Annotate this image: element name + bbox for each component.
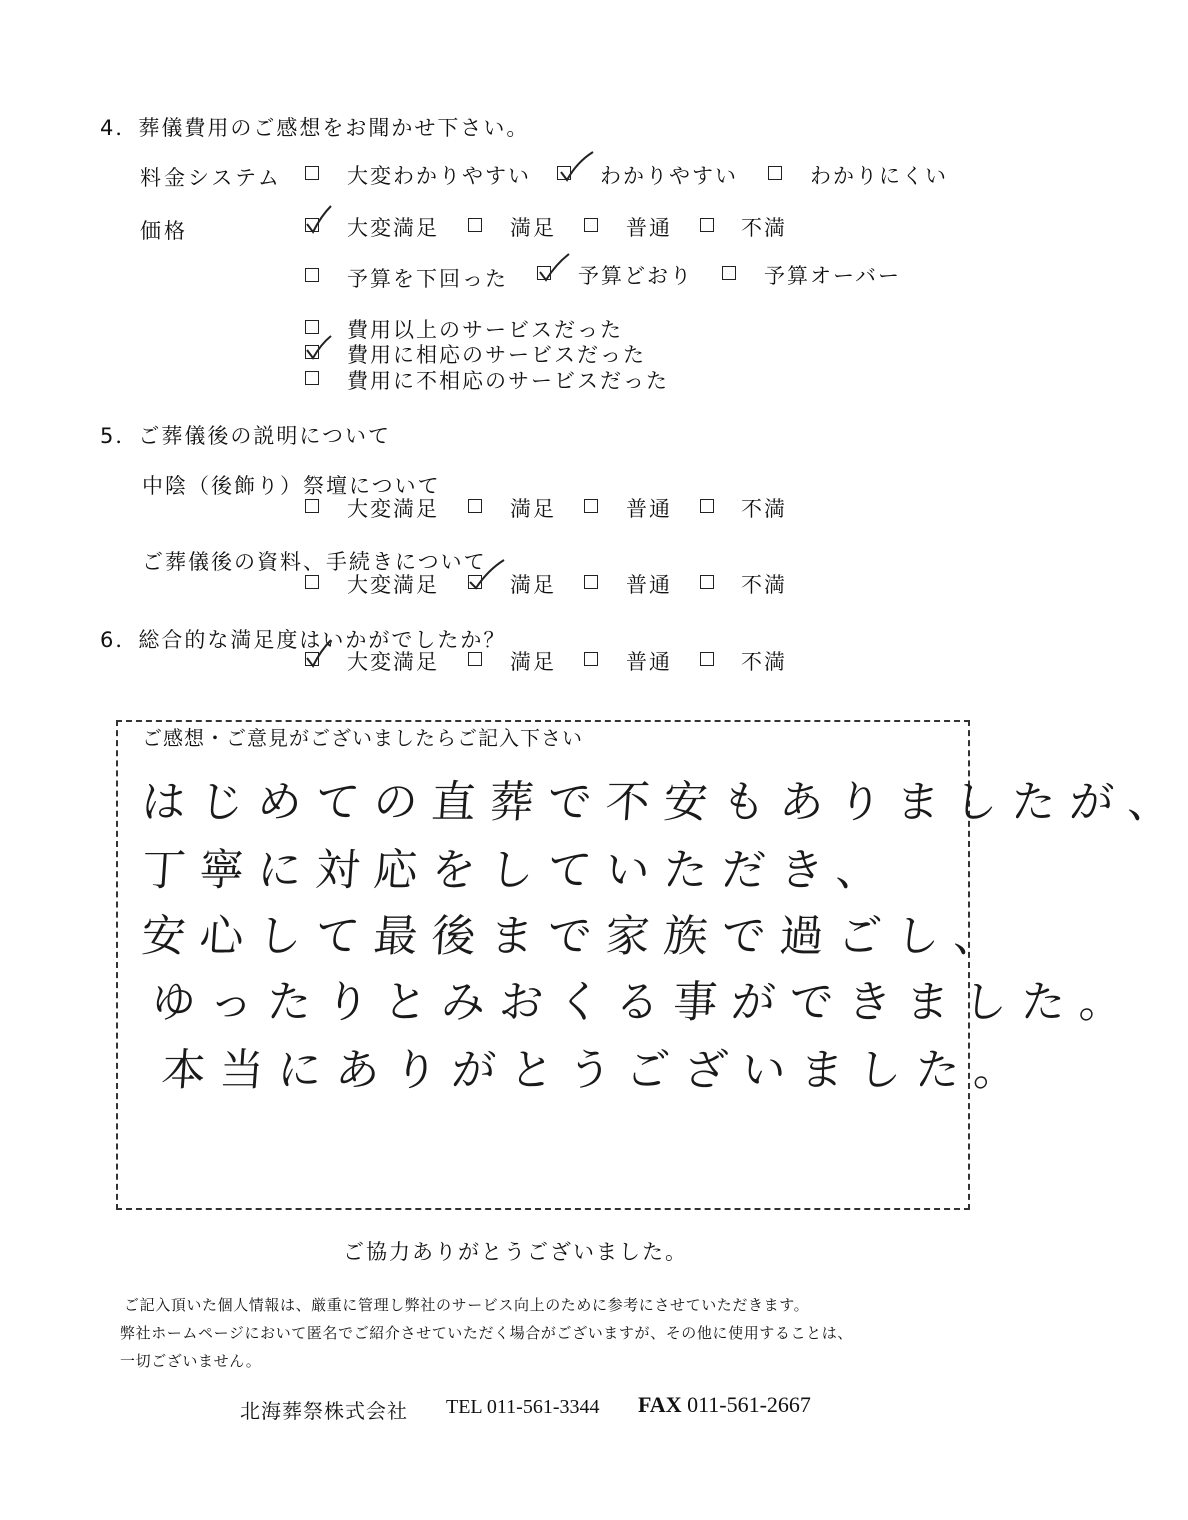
q4-service-option-2: 費用に不相応のサービスだった (347, 369, 669, 393)
q6-title: 6．総合的な満足度はいかがでしたか？ (100, 628, 507, 652)
q4-budget-checkbox-0[interactable] (305, 268, 319, 282)
footer-fax (638, 1392, 811, 1418)
comment-box-title: ご感想・ご意見がございましたらご記入下さい (138, 722, 587, 751)
q4-price-label: 価格 (140, 219, 188, 243)
q5-docs-checkbox-0[interactable] (305, 575, 319, 589)
q5-altar-label: 中陰（後飾り）祭壇について (142, 474, 441, 498)
footer-fax-label: FAX (638, 1392, 682, 1417)
q4-system-checkbox-0[interactable] (305, 166, 319, 180)
q4-service-option-1: 費用に相応のサービスだった (347, 343, 646, 367)
q5-altar-option-2: 普通 (626, 497, 672, 521)
privacy-notice-line-2: 弊社ホームページにおいて匿名でご紹介させていただく場合がございますが、その他に使用することは、 (120, 1324, 853, 1342)
q5-altar-option-1: 満足 (510, 497, 556, 521)
q4-budget-option-1: 予算どおり (578, 264, 693, 288)
q6-checkbox-3[interactable] (700, 652, 714, 666)
q5-docs-option-2: 普通 (626, 573, 672, 597)
q5-docs-option-0: 大変満足 (347, 573, 439, 597)
q4-title: 4．葬儀費用のご感想をお聞かせ下さい。 (100, 116, 530, 140)
q6-checkbox-2[interactable] (584, 652, 598, 666)
q4-service-check-mark-icon (301, 330, 341, 364)
q5-docs-option-3: 不満 (741, 573, 787, 597)
q4-price-option-2: 普通 (626, 216, 672, 240)
q4-service-checkbox-2[interactable] (305, 371, 319, 385)
q4-budget-option-0: 予算を下回った (347, 267, 508, 291)
footer-tel: TEL 011-561-3344 (446, 1396, 600, 1418)
handwritten-line-1: はじめての直葬で不安もありましたが、 (139, 777, 1188, 828)
q4-price-checkbox-2[interactable] (584, 218, 598, 232)
handwritten-line-5: 本当にありがとうございました。 (159, 1045, 1034, 1096)
thanks-message: ご協力ありがとうございました。 (343, 1240, 688, 1264)
q4-budget-checkbox-2[interactable] (722, 266, 736, 280)
q4-price-check-mark-icon (301, 202, 341, 238)
q5-docs-label: ご葬儀後の資料、手続きについて (142, 550, 487, 574)
q6-option-0: 大変満足 (347, 650, 439, 674)
q4-system-option-1: わかりやすい (600, 164, 738, 188)
handwritten-line-3: 安心して最後まで家族で過ごし、 (139, 911, 1014, 962)
q4-price-option-1: 満足 (510, 216, 556, 240)
q5-altar-checkbox-1[interactable] (468, 499, 482, 513)
footer-fax-number: 011-561-2667 (687, 1392, 811, 1417)
q5-docs-checkbox-3[interactable] (700, 575, 714, 589)
q4-price-checkbox-3[interactable] (700, 218, 714, 232)
q5-altar-option-0: 大変満足 (347, 497, 439, 521)
q5-title: 5．ご葬儀後の説明について (100, 424, 391, 448)
q4-budget-option-2: 予算オーバー (764, 264, 901, 288)
q6-option-1: 満足 (510, 650, 556, 674)
q4-system-option-2: わかりにくい (810, 164, 948, 188)
q5-docs-checkbox-2[interactable] (584, 575, 598, 589)
q4-system-check-mark-icon (553, 150, 599, 186)
q6-checkbox-1[interactable] (468, 652, 482, 666)
privacy-notice-line-3: 一切ございません。 (120, 1352, 262, 1370)
q6-option-3: 不満 (741, 650, 787, 674)
q4-system-label: 料金システム (140, 166, 282, 190)
q6-check-mark-icon (301, 636, 341, 672)
q5-altar-option-3: 不満 (741, 497, 787, 521)
handwritten-line-2: 丁寧に対応をしていただき、 (139, 845, 896, 896)
q6-option-2: 普通 (626, 650, 672, 674)
privacy-notice-line-1: ご記入頂いた個人情報は、厳重に管理し弊社のサービス向上のために参考にさせていただきます。 (124, 1296, 810, 1314)
q4-budget-check-mark-icon (533, 250, 579, 286)
q5-altar-checkbox-3[interactable] (700, 499, 714, 513)
q4-system-checkbox-2[interactable] (768, 166, 782, 180)
handwritten-line-4: ゆったりとみおくる事ができました。 (149, 977, 1140, 1028)
footer-company-name: 北海葬祭株式会社 (240, 1399, 408, 1423)
q4-price-option-3: 不満 (741, 216, 787, 240)
q4-price-option-0: 大変満足 (347, 216, 439, 240)
q5-altar-checkbox-2[interactable] (584, 499, 598, 513)
q4-service-option-0: 費用以上のサービスだった (347, 318, 623, 342)
q4-system-option-0: 大変わかりやすい (347, 164, 531, 188)
q5-docs-check-mark-icon (464, 556, 514, 594)
q5-altar-checkbox-0[interactable] (305, 499, 319, 513)
q4-price-checkbox-1[interactable] (468, 218, 482, 232)
q5-docs-option-1: 満足 (510, 573, 556, 597)
